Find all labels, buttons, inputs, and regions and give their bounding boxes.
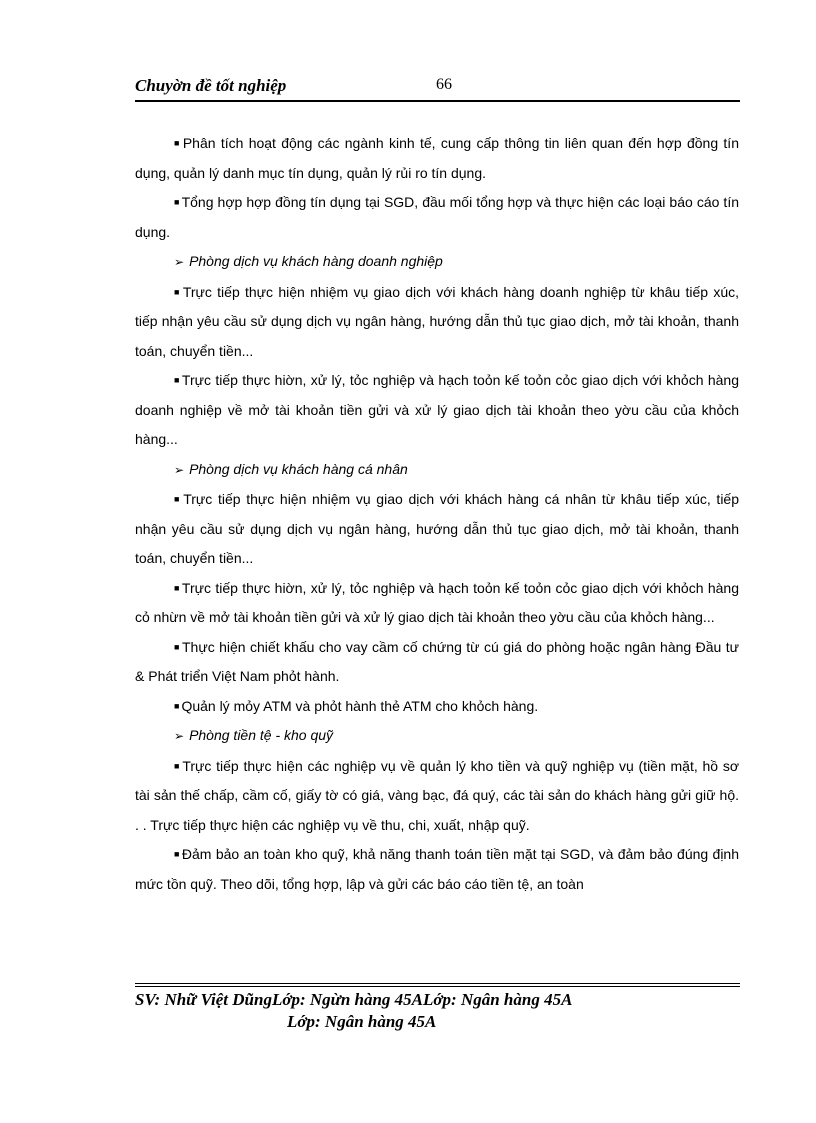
paragraph-text: Trực tiếp thực hiện các nghiệp vụ về quản lý kho tiền và quỹ nghiệp vụ (tiền mặt, hồ sơ tài sản thế chấp, cầm cố, giấy tờ có giá, vàng bạc, đá quý, các tài sản do khách hàng gửi giữ hộ. . . Trực tiếp thực hiện các nghiệp vụ về thu, chi, xuất, nhập quỹ. [135, 757, 740, 833]
footer-class-line: Lớp: Ngân hàng 45A [287, 1012, 437, 1031]
square-bullet-icon: ■ [174, 849, 180, 859]
bullet-paragraph [135, 129, 739, 188]
heading-text: Phòng dịch vụ khách hàng cá nhân [189, 460, 408, 477]
square-bullet-icon: ■ [174, 375, 180, 385]
right-arrow-icon: ➢ [174, 255, 185, 269]
square-bullet-icon: ■ [174, 760, 181, 771]
footer-divider [135, 983, 740, 987]
paragraph-text: Trực tiếp thực hiện nhiệm vụ giao dịch với khách hàng doanh nghiệp từ khâu tiếp xúc, tiếp nhận yêu cầu sử dụng dịch vụ ngân hàng, hướng dẫn thủ tục giao dịch, mở tài khoản, thanh toán, chuyển tiền... [135, 283, 740, 359]
document-body [135, 129, 739, 899]
right-arrow-icon: ➢ [174, 462, 185, 477]
paragraph-text: Trực tiếp thực hiờn, xử lý, tỏc nghiệp và hạch toỏn kế toỏn cỏc giao dịch với khỏch hàng doanh nghiệp về mở tài khoản tiền gửi và xử lý giao dịch tài khoản theo yờu cầu của khỏch hàng... [135, 372, 739, 447]
page-number: 66 [436, 76, 452, 93]
section-heading [135, 247, 739, 278]
square-bullet-icon: ■ [174, 494, 182, 504]
square-bullet-icon: ■ [174, 138, 181, 148]
bullet-paragraph [135, 692, 739, 722]
bullet-paragraph [135, 485, 739, 574]
document-title: Chuyờn đề tốt nghiệp [135, 76, 287, 95]
heading-text: Phòng dịch vụ khách hàng doanh nghiệp [189, 253, 443, 269]
square-bullet-icon: ■ [174, 582, 180, 593]
footer-student-line: SV: Nhữ Việt DũngLớp: Ngừn hàng 45ALớp: Ngân hàng 45A [135, 990, 573, 1009]
paragraph-text: Đảm bảo an toàn kho quỹ, khả năng thanh toán tiền mặt tại SGD, và đảm bảo đúng định mức tồn quỹ. Theo dõi, tổng hợp, lập và gửi các báo cáo tiền tệ, an toàn [135, 846, 739, 892]
paragraph-text: Thực hiện chiết khấu cho vay cầm cố chứng từ cú giá do phòng hoặc ngân hàng Đầu tư & Phát triển Việt Nam phỏt hành. [135, 638, 739, 684]
paragraph-text: Trực tiếp thực hiện nhiệm vụ giao dịch với khách hàng cá nhân từ khâu tiếp xúc, tiếp nhận yêu cầu sử dụng dịch vụ ngân hàng, hướng dẫn thủ tục giao dịch, mở tài khoản, thanh toán, chuyển tiền... [135, 491, 739, 566]
bullet-paragraph [135, 188, 739, 247]
section-heading [135, 721, 739, 752]
heading-text: Phòng tiền tệ - kho quỹ [189, 727, 334, 743]
bullet-paragraph [135, 278, 739, 367]
paragraph-text: Tổng hợp hợp đồng tín dụng tại SGD, đầu mối tổng hợp và thực hiện các loại báo cáo tín dụng. [135, 194, 740, 240]
bullet-paragraph [135, 752, 739, 841]
paragraph-text: Trực tiếp thực hiờn, xử lý, tỏc nghiệp và hạch toỏn kế toỏn cỏc giao dịch với khỏch hàng cỏ nhừn về mở tài khoản tiền gửi và xử lý giao dịch tài khoản theo yờu cầu của khỏch hàng... [135, 579, 739, 625]
bullet-paragraph [135, 574, 739, 633]
square-bullet-icon: ■ [174, 286, 181, 297]
bullet-paragraph [135, 366, 739, 455]
square-bullet-icon: ■ [174, 197, 180, 207]
square-bullet-icon: ■ [174, 641, 180, 652]
right-arrow-icon: ➢ [174, 729, 185, 743]
page-header [135, 74, 740, 102]
bullet-paragraph [135, 633, 739, 692]
paragraph-text: Quản lý mỏy ATM và phỏt hành thẻ ATM cho khỏch hàng. [181, 697, 539, 714]
section-heading [135, 455, 739, 486]
square-bullet-icon: ■ [174, 700, 180, 711]
paragraph-text: Phân tích hoạt động các ngành kinh tế, cung cấp thông tin liên quan đến hợp đồng tín dụng, quản lý danh mục tín dụng, quản lý rủi ro tín dụng. [135, 135, 739, 181]
bullet-paragraph [135, 840, 739, 899]
